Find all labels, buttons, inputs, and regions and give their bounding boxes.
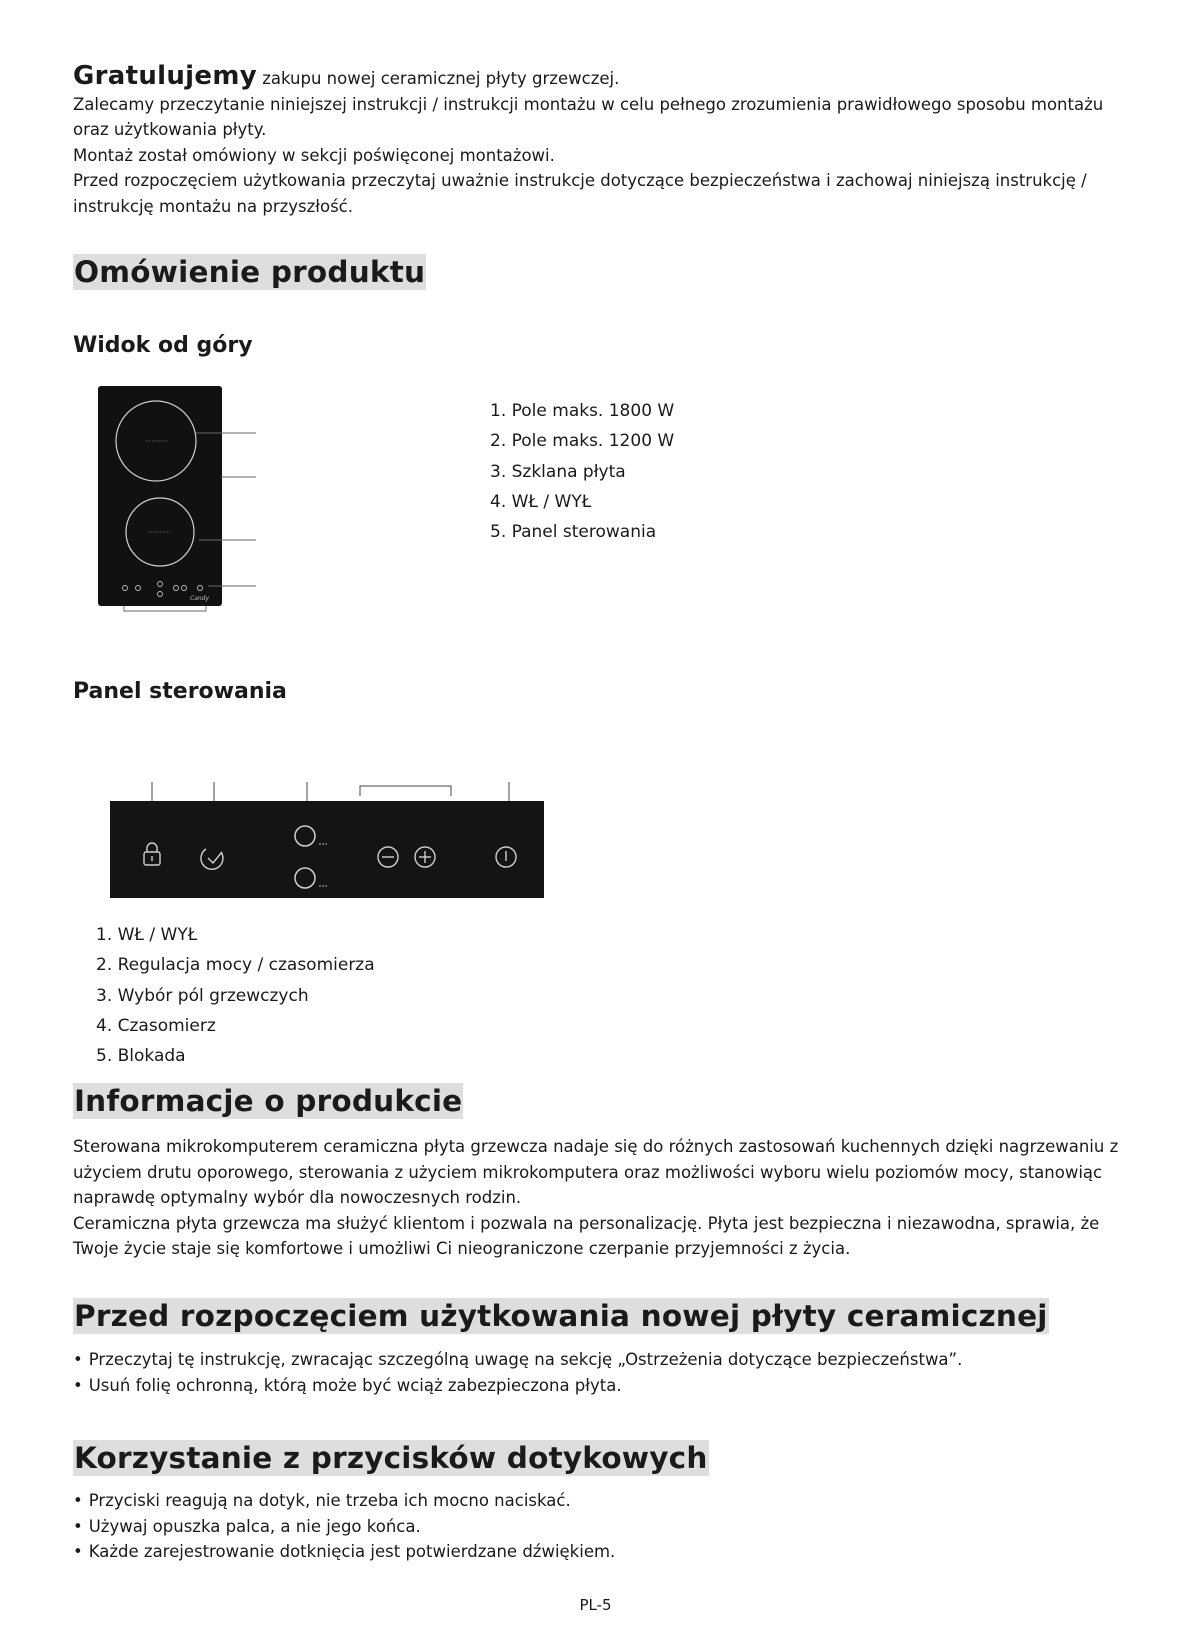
- before-use-heading: Przed rozpoczęciem użytkowania nowej płyty ceramicznej: [74, 1299, 1048, 1333]
- panel-callout-4: [360, 786, 451, 796]
- legend-item: 3. Wybór pól grzewczych: [96, 985, 309, 1006]
- production-paragraph-2: Ceramiczna płyta grzewcza ma służyć klientom i pozwala na personalizację. Płyta jest bezpieczna i niezawodna, sprawia, że Twoje życie staje się komfortowe i umożliwi Ci nieograniczone czerpanie przyjemności z życia.: [73, 1213, 1100, 1258]
- control-panel-title: Panel sterowania: [73, 679, 287, 704]
- list-item: • Każde zarejestrowanie dotknięcia jest potwierdzane dźwiękiem.: [73, 1539, 615, 1565]
- legend-item: 2. Pole maks. 1200 W: [490, 431, 675, 452]
- legend-item: 5. Panel sterowania: [490, 522, 657, 543]
- control-panel-strip: [110, 801, 544, 898]
- list-item: • Używaj opuszka palca, a nie jego końca.: [73, 1514, 615, 1540]
- intro-paragraph-2: Montaż został omówiony w sekcji poświęconej montażowi.: [73, 145, 555, 165]
- hob-top-view-diagram: [96, 385, 261, 615]
- list-item: • Przyciski reagują na dotyk, nie trzeba ich mocno naciskać.: [73, 1488, 615, 1514]
- legend-item: 1. WŁ / WYŁ: [96, 925, 198, 945]
- list-item: • Usuń folię ochronną, którą może być wciąż zabezpieczona płyta.: [73, 1373, 962, 1399]
- production-heading: Informacje o produkcie: [74, 1084, 463, 1118]
- legend-item: 3. Szklana płyta: [490, 461, 626, 482]
- legend-item: 5. Blokada: [96, 1046, 186, 1067]
- intro-paragraph-1: Zalecamy przeczytanie niniejszej instrukcji / instrukcji montażu w celu pełnego zrozumienia prawidłowego sposobu montażu oraz użytkowania płyty.: [73, 94, 1104, 139]
- intro-paragraph-3: Przed rozpoczęciem użytkowania przeczytaj uważnie instrukcje dotyczące bezpieczeństwa i zachowaj niniejszą instrukcję / instrukcję montażu na przyszłość.: [73, 171, 1087, 216]
- intro-lead: [73, 61, 1133, 92]
- hob-glass-plate: [98, 386, 222, 606]
- touch-buttons-heading: Korzystanie z przycisków dotykowych: [74, 1441, 708, 1475]
- control-panel-diagram: [108, 782, 548, 902]
- list-item: • Przeczytaj tę instrukcję, zwracając szczególną uwagę na sekcję „Ostrzeżenia dotyczące bezpieczeństwa”.: [73, 1347, 962, 1373]
- production-text: [73, 1134, 1133, 1262]
- top-view-title: Widok od góry: [73, 333, 253, 358]
- before-use-list: [73, 1347, 962, 1398]
- intro-section: [73, 61, 1133, 219]
- touch-buttons-list: [73, 1488, 615, 1565]
- callout-bracket-5: [124, 606, 206, 611]
- intro-lead-rest: zakupu nowej ceramicznej płyty grzewczej.: [262, 69, 620, 88]
- overview-heading: Omówienie produktu: [74, 255, 426, 289]
- legend-item: 2. Regulacja mocy / czasomierza: [96, 955, 375, 976]
- legend-item: 4. Czasomierz: [96, 1015, 216, 1036]
- legend-item: 4. WŁ / WYŁ: [490, 491, 592, 512]
- top-view-legend: [490, 396, 674, 547]
- page-number: PL-5: [579, 1596, 612, 1614]
- legend-item: 1. Pole maks. 1800 W: [490, 401, 675, 421]
- production-paragraph-1: Sterowana mikrokomputerem ceramiczna płyta grzewcza nadaje się do różnych zastosowań kuchennych dzięki nagrzewaniu z użyciem drutu oporowego, sterowania z użyciem mikrokomputera oraz możliwości wyboru wielu poziomów mocy, stanowiąc naprawdę optymalny wybór dla nowoczesnych rodzin.: [73, 1137, 1119, 1207]
- control-panel-legend: [96, 920, 375, 1071]
- intro-lead-bold: Gratulujemy: [73, 61, 257, 91]
- hob-brand-logo: Candy: [190, 595, 210, 602]
